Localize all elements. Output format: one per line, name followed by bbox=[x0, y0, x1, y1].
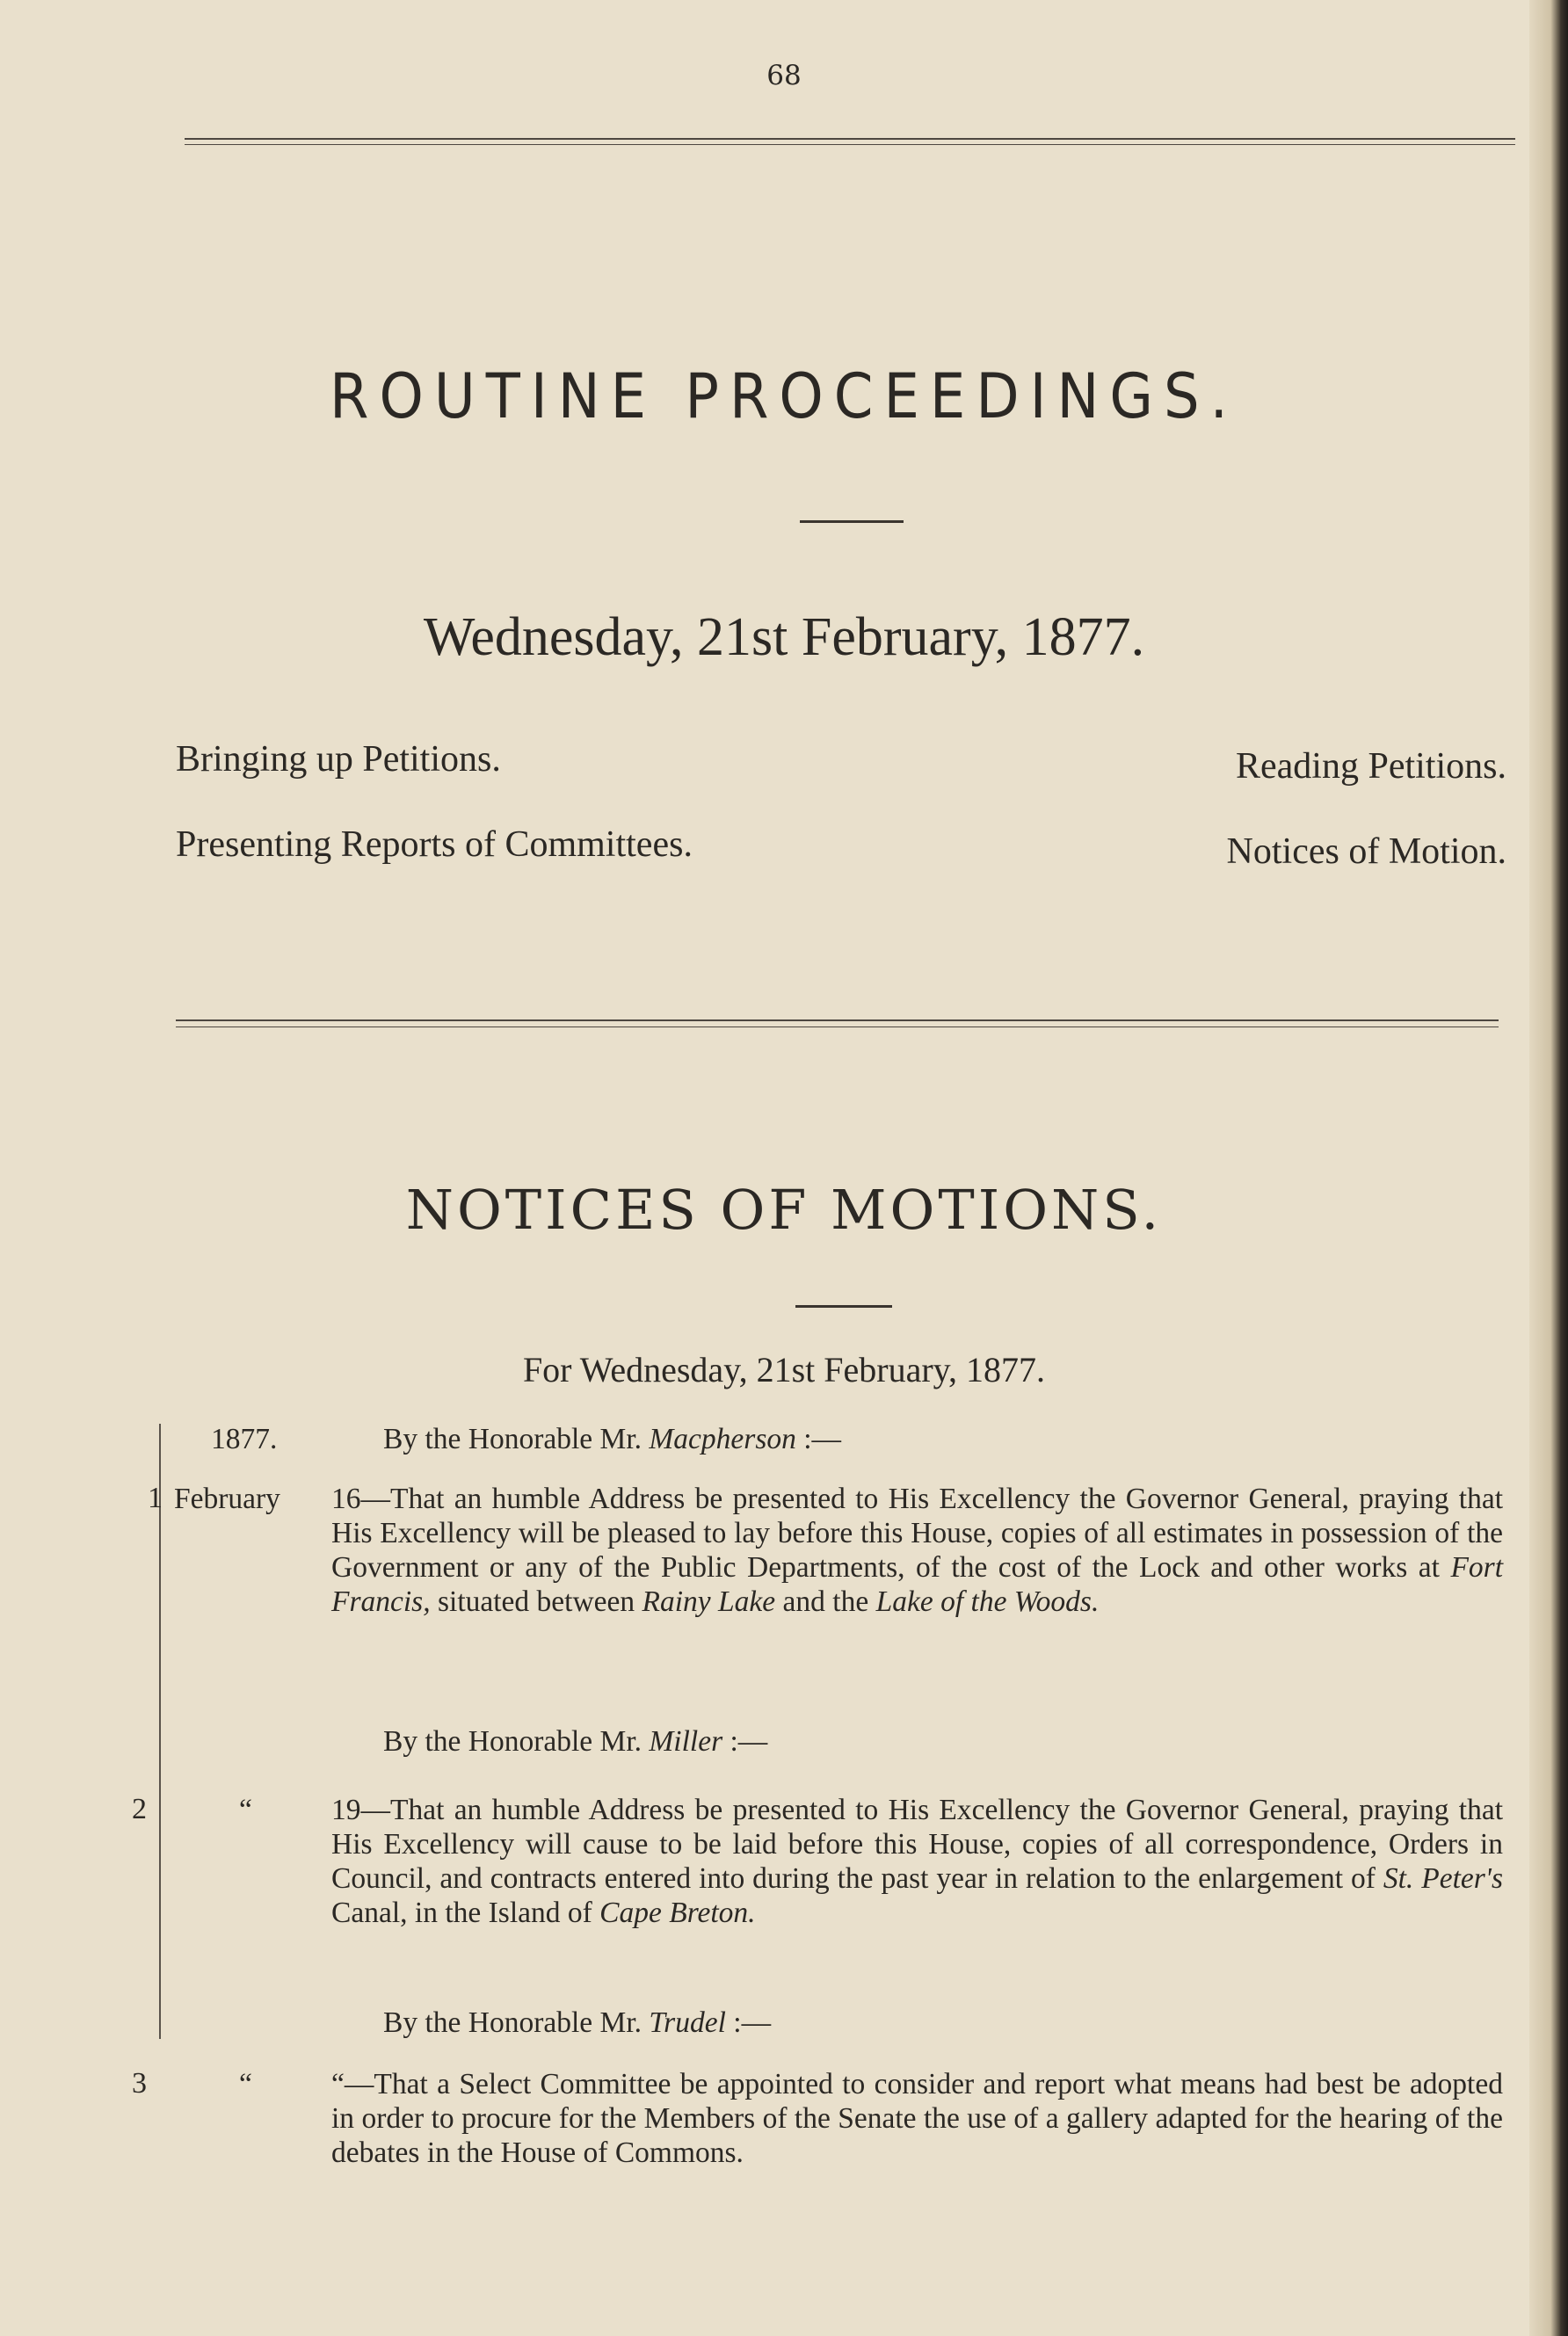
title-separator bbox=[800, 520, 904, 523]
routine-item-notices-of-motion: Notices of Motion. bbox=[1226, 831, 1506, 872]
page-number: 68 bbox=[766, 60, 802, 91]
motion-3-number: 3 bbox=[132, 2067, 147, 2100]
motion-2-month: “ bbox=[239, 1794, 252, 1826]
motion-2-mover: By the Honorable Mr. Miller :— bbox=[383, 1725, 768, 1758]
motion-2-mover-name: Miller bbox=[649, 1725, 723, 1758]
motion-3-mover-name: Trudel bbox=[649, 2006, 726, 2039]
motion-1-mover: By the Honorable Mr. Macpherson :— bbox=[383, 1423, 842, 1455]
routine-item-presenting-reports: Presenting Reports of Committees. bbox=[176, 824, 693, 865]
motion-2-text: 19—That an humble Address be presented to His Excellency the Governor General, praying that His Excellency will cause to be laid before this House, copies of all correspondence, Orders in Council, and contracts entered into during the past year in relation to the enlargement of St. Peter's Canal, in the Island of Cape Breton. bbox=[331, 1794, 1503, 1929]
routine-proceedings-title: ROUTINE PROCEEDINGS. bbox=[330, 361, 1238, 433]
page-edge-shadow bbox=[1529, 0, 1568, 2336]
motion-2-place-1: St. Peter's bbox=[1383, 1862, 1503, 1895]
notices-separator bbox=[795, 1305, 892, 1308]
routine-date: Wednesday, 21st February, 1877. bbox=[423, 607, 1145, 667]
motion-2-day: 19 bbox=[331, 1794, 361, 1826]
motion-1-mover-name: Macpherson bbox=[649, 1423, 796, 1455]
top-rule bbox=[185, 138, 1515, 140]
motion-1-place-3: Lake of the Woods. bbox=[875, 1585, 1100, 1618]
motion-1-place-1: Fort Francis, bbox=[331, 1551, 1503, 1618]
motion-1-month: February bbox=[174, 1483, 280, 1515]
motion-1-day: 16 bbox=[331, 1483, 361, 1515]
motion-1-text: 16—That an humble Address be presented to His Excellency the Governor General, praying that His Excellency will be pleased to lay before this House, copies of all estimates in possession of the Government or any of the Public Departments, of the cost of the Lock and other works at Fort Francis, situated between Rainy Lake and the Lake of the Woods. bbox=[331, 1483, 1503, 1618]
motion-2-place-2: Cape Breton. bbox=[599, 1897, 756, 1929]
motion-3-mover: By the Honorable Mr. Trudel :— bbox=[383, 2006, 772, 2039]
notices-of-motions-title: NOTICES OF MOTIONS. bbox=[405, 1178, 1163, 1242]
motion-1-number: 1 bbox=[148, 1482, 163, 1514]
motion-2-number: 2 bbox=[132, 1793, 147, 1825]
notices-for-date: For Wednesday, 21st February, 1877. bbox=[522, 1350, 1046, 1389]
margin-rule bbox=[159, 1424, 161, 2039]
routine-item-bringing-up-petitions: Bringing up Petitions. bbox=[176, 739, 501, 780]
motion-3-month: “ bbox=[239, 2068, 252, 2100]
motion-3-day: “ bbox=[331, 2068, 345, 2100]
routine-item-reading-petitions: Reading Petitions. bbox=[1236, 746, 1506, 787]
top-rule-thin bbox=[185, 144, 1515, 145]
notices-year: 1877. bbox=[211, 1423, 278, 1455]
motion-1-place-2: Rainy Lake bbox=[642, 1585, 776, 1618]
motion-3-text: “—That a Select Committee be appointed to consider and report what means had best be adopted in order to procure for the Members of the Senate the use of a gallery adapted for the hearing of the debates in the House of Commons. bbox=[331, 2068, 1503, 2169]
mid-rule bbox=[176, 1019, 1499, 1021]
